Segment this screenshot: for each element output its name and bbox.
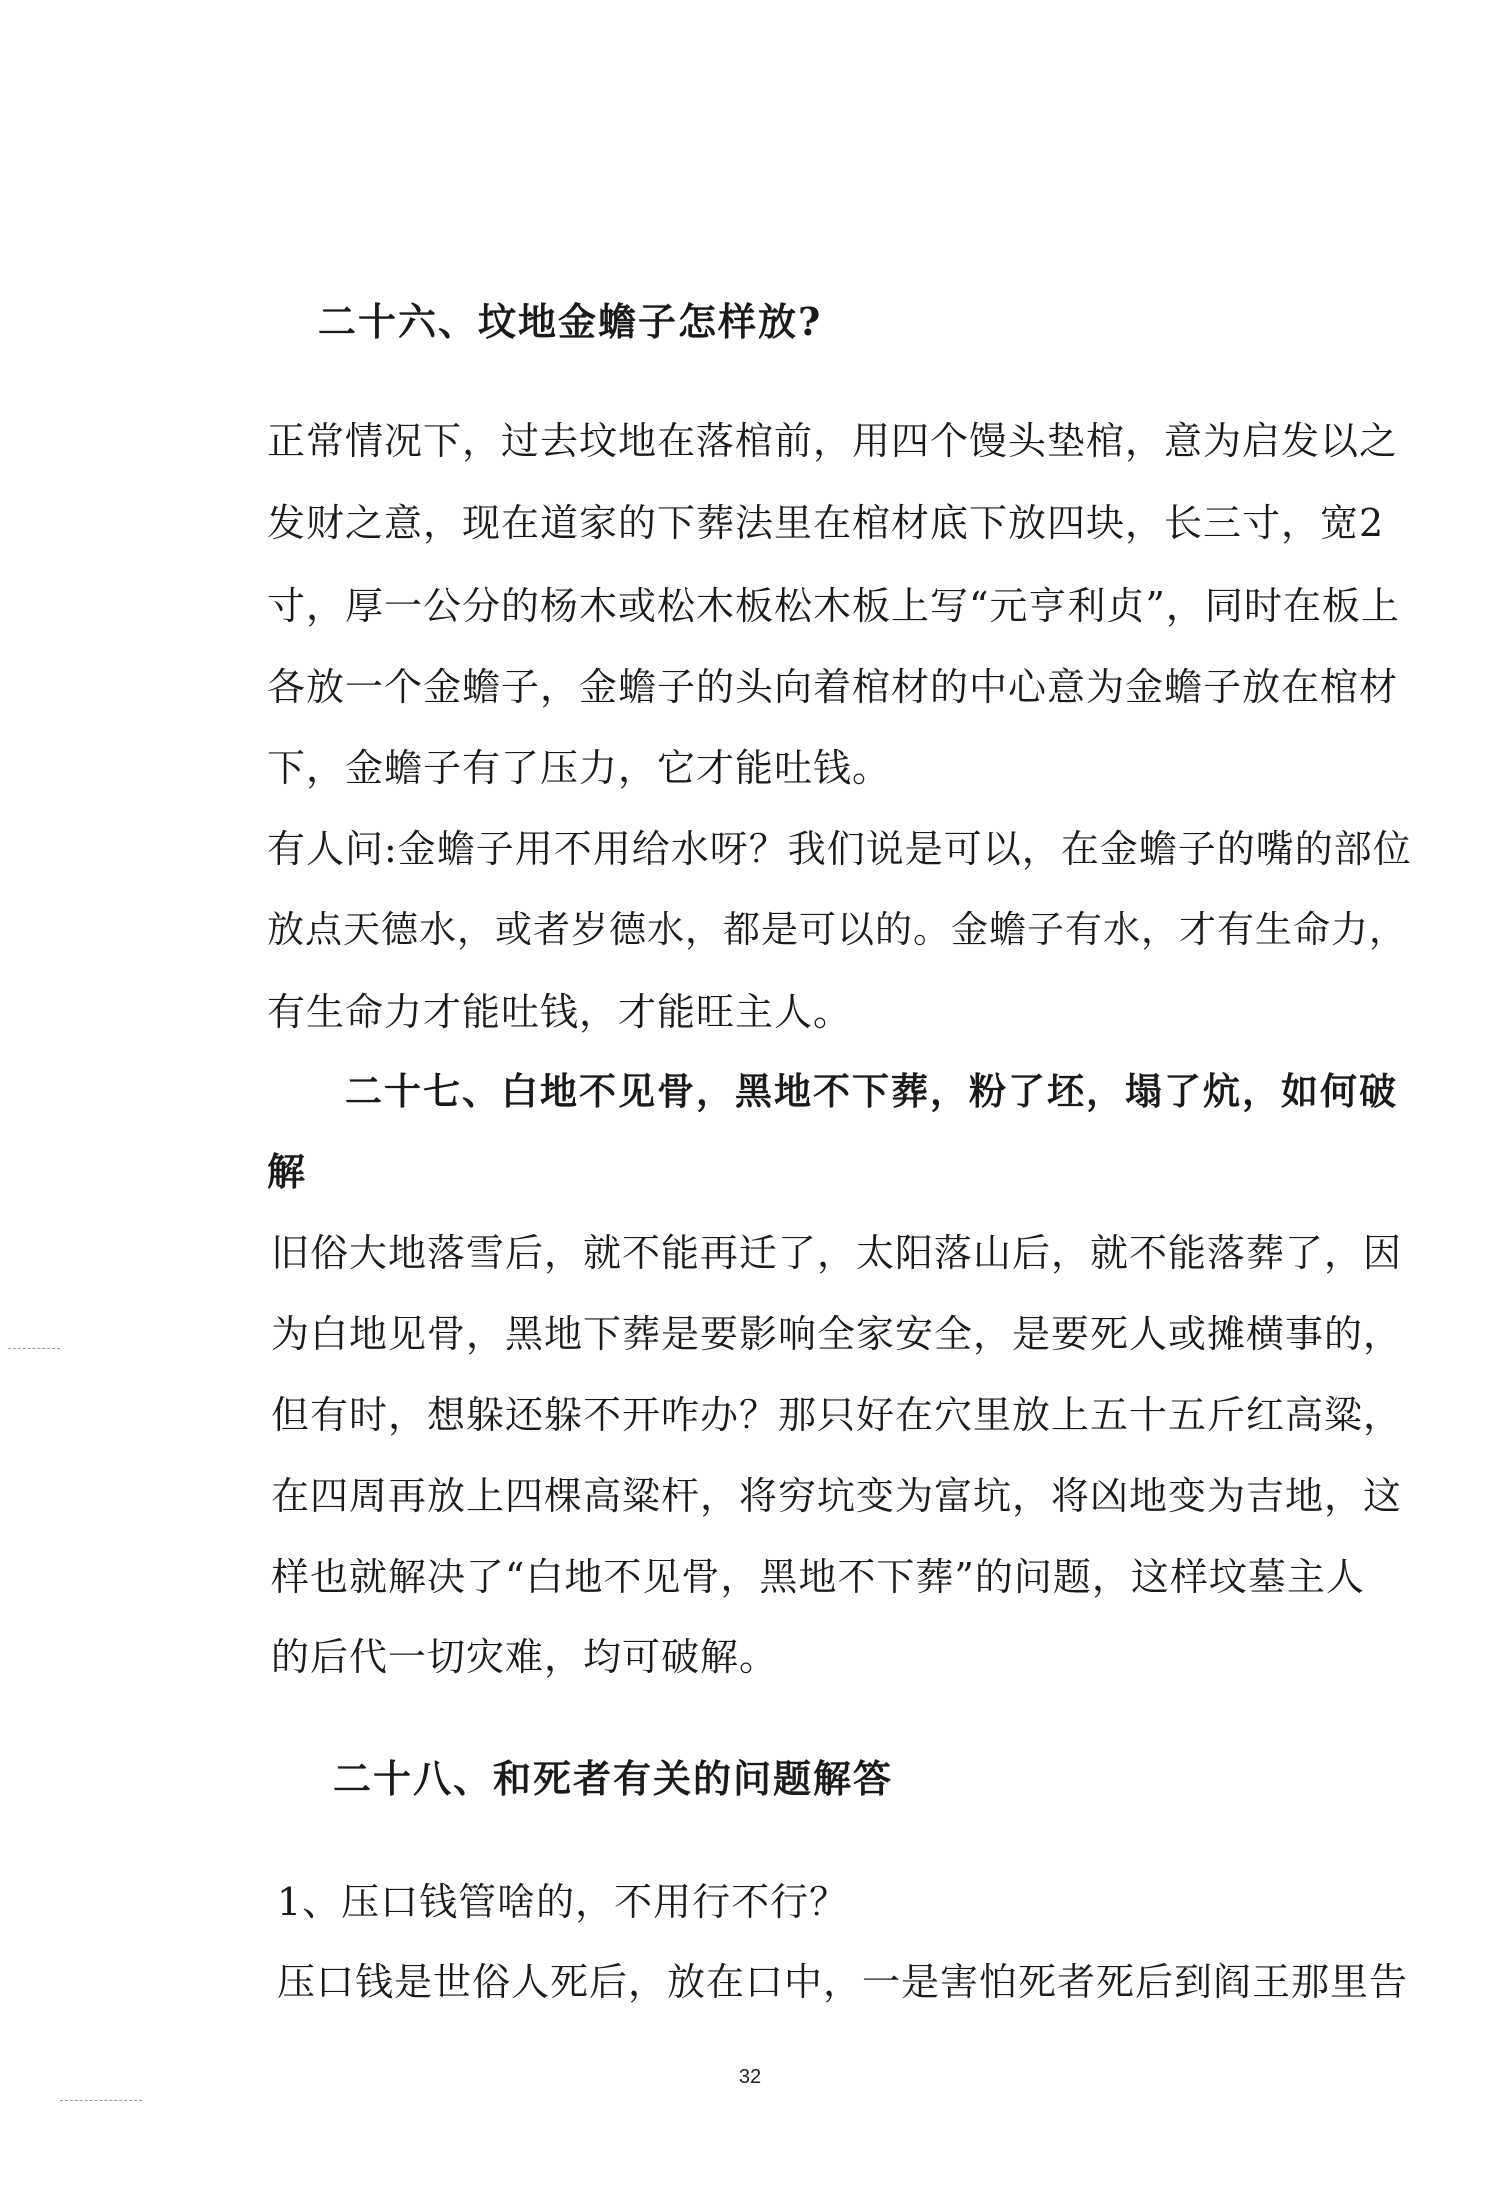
scan-mark-left-lower — [60, 2100, 142, 2101]
section-28-heading: 二十八、和死者有关的问题解答 — [333, 1756, 894, 1801]
section-26-line-7: 放点天德水，或者岁德水，都是可以的。金蟾子有水，才有生命力， — [267, 908, 1407, 951]
section-27-line-1: 旧俗大地落雪后，就不能再迁了，太阳落山后，就不能落葬了，因 — [271, 1231, 1403, 1275]
section-27-line-5: 样也就解决了“白地不见骨，黑地不下葬”的问题，这样坟墓主人 — [271, 1555, 1365, 1599]
section-27-line-4: 在四周再放上四棵高粱杆，将穷坑变为富坑，将凶地变为吉地，这 — [271, 1474, 1403, 1518]
scan-mark-left-upper — [8, 1348, 60, 1349]
section-27-line-6: 的后代一切灾难，均可破解。 — [271, 1635, 779, 1679]
section-26-heading: 二十六、坟地金蟾子怎样放? — [318, 299, 823, 344]
section-26-line-5: 下，金蟾子有了压力，它才能吐钱。 — [267, 746, 892, 790]
section-28-line-1: 压口钱是世俗人死后，放在口中，一是害怕死者死后到阎王那里告 — [277, 1960, 1409, 2004]
page-number: 32 — [738, 2066, 762, 2088]
section-26-line-3: 寸，厚一公分的杨木或松木板松木板上写“元亨利贞”，同时在板上 — [267, 584, 1400, 628]
section-26-line-6: 有人问:金蟾子用不用给水呀？我们说是可以，在金蟾子的嘴的部位 — [267, 827, 1412, 871]
section-27-heading-line-1: 二十七、白地不见骨，黑地不下葬，粉了坯，塌了炕，如何破 — [345, 1069, 1398, 1113]
section-26-line-4: 各放一个金蟾子，金蟾子的头向着棺材的中心意为金蟾子放在棺材 — [267, 665, 1399, 709]
section-27-line-3: 但有时，想躲还躲不开咋办？那只好在穴里放上五十五斤红高粱， — [271, 1393, 1403, 1437]
section-26-line-2: 发财之意，现在道家的下葬法里在棺材底下放四块，长三寸，宽2 — [267, 501, 1385, 545]
section-26-line-8: 有生命力才能吐钱，才能旺主人。 — [267, 990, 853, 1034]
section-27-heading-line-2: 解 — [267, 1149, 308, 1194]
section-26-line-1: 正常情况下，过去坟地在落棺前，用四个馒头垫棺，意为启发以之 — [267, 419, 1399, 463]
section-27-line-2: 为白地见骨，黑地下葬是要影响全家安全，是要死人或摊横事的， — [271, 1312, 1403, 1356]
question-1: 1、压口钱管啥的，不用行不行？ — [277, 1880, 849, 1924]
